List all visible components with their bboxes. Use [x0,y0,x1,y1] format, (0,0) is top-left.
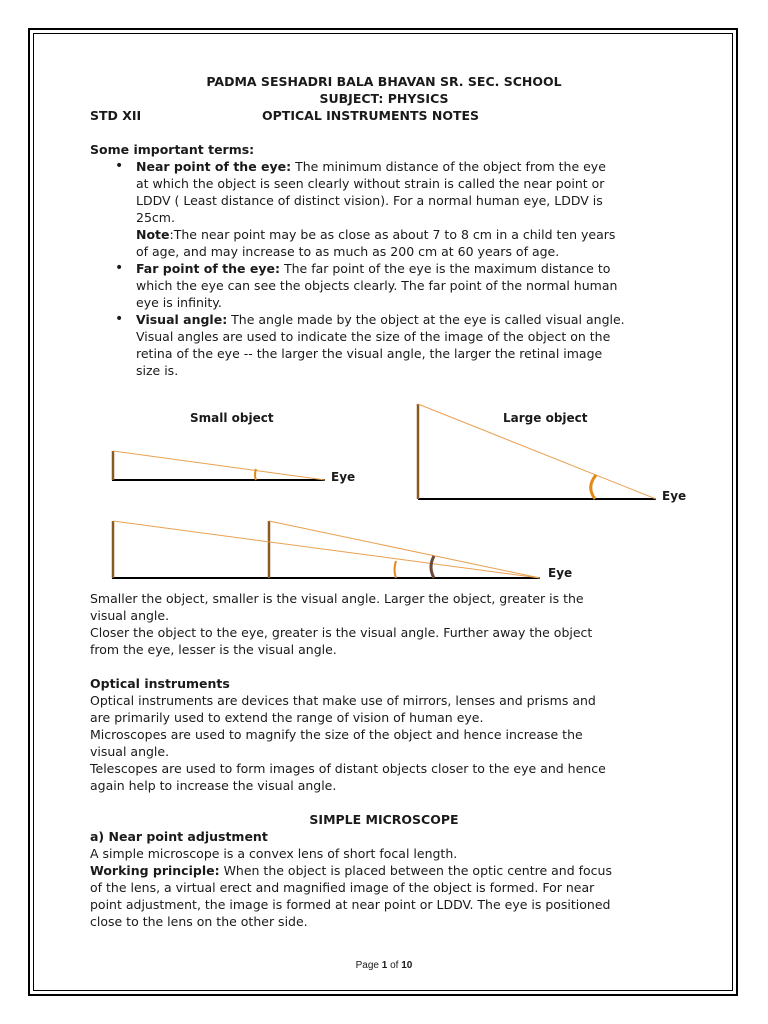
near-ray [269,521,540,578]
eye-label: Eye [331,470,356,484]
note-text: :The near point may be as close as about 7 to 8 cm in a child ten years [169,227,616,242]
far-point-text: The far point of the eye is the maximum distance to [280,261,611,276]
small-object-diagram [112,451,325,480]
intro-heading: Some important terms: [90,142,255,157]
working-principle-text: When the object is placed between the optic centre and focus [219,863,612,878]
large-angle-arc [591,475,596,499]
visual-angle-line-3: size is. [136,363,179,378]
school-name: PADMA SESHADRI BALA BHAVAN SR. SEC. SCHOOL [206,74,562,89]
far-angle-arc [395,561,397,578]
far-point-line-2: eye is infinity. [136,295,222,310]
working-principle-line-2: point adjustment, the image is formed at near point or LDDV. The eye is positioned [90,897,611,912]
near-angle-arc [431,556,434,578]
near-point-text: The minimum distance of the object from the eye [291,159,606,174]
working-principle-line-1: of the lens, a virtual erect and magnified image of the object is formed. For near [90,880,595,895]
eye-label: Eye [548,566,573,580]
near-point-adjustment-heading: a) Near point adjustment [90,829,268,844]
large-object-label: Large object [503,411,588,425]
far-point-term: Far point of the eye: [136,261,280,276]
bullet-dot: • [115,158,124,174]
eye-label: Eye [662,489,687,503]
near-point-line-2: LDDV ( Least distance of distinct vision). For a normal human eye, LDDV is [136,193,603,208]
optical-line-2: Microscopes are used to magnify the size of the object and hence increase the [90,727,583,742]
small-ray [113,451,325,480]
visual-angle-term: Visual angle: [136,312,228,327]
std-label: STD XII [90,108,142,123]
notes-title: OPTICAL INSTRUMENTS NOTES [262,108,480,123]
after-fig-line-1: visual angle. [90,608,170,623]
subject-line: SUBJECT: PHYSICS [319,91,449,106]
working-principle-line-3: close to the lens on the other side. [90,914,308,929]
near-point-line-1: at which the object is seen clearly without strain is called the near point or [136,176,605,191]
far-ray [113,521,540,578]
microscope-heading: SIMPLE MICROSCOPE [309,812,459,827]
working-principle-label: Working principle: [90,863,220,878]
near-point-term: Near point of the eye: [136,159,292,174]
note-label: Note [136,227,170,242]
footer-page-number: 1 [381,960,388,971]
note-line-1: of age, and may increase to as much as 200 cm at 60 years of age. [136,244,560,259]
after-fig-line-3: from the eye, lesser is the visual angle. [90,642,337,657]
distance-diagram [112,521,540,578]
optical-line-3: visual angle. [90,744,170,759]
optical-line-1: are primarily used to extend the range of vision of human eye. [90,710,484,725]
visual-angle-line-2: retina of the eye -- the larger the visual angle, the larger the retinal image [136,346,603,361]
bullet-dot: • [115,260,124,276]
optical-heading: Optical instruments [90,676,230,691]
after-fig-line-2: Closer the object to the eye, greater is the visual angle. Further away the object [90,625,593,640]
footer-prefix: Page [355,960,382,971]
visual-angle-text: The angle made by the object at the eye is called visual angle. [227,312,625,327]
far-point-line-1: which the eye can see the objects clearly. The far point of the normal human [136,278,618,293]
optical-line-0: Optical instruments are devices that make use of mirrors, lenses and prisms and [90,693,596,708]
page-footer [0,960,768,971]
bullet-dot: • [115,311,124,327]
optical-line-4: Telescopes are used to form images of distant objects closer to the eye and hence [90,761,606,776]
footer-of: of [387,960,402,971]
footer-total-pages: 10 [401,960,413,971]
optical-line-5: again help to increase the visual angle. [90,778,337,793]
after-fig-line-0: Smaller the object, smaller is the visual angle. Larger the object, greater is the [90,591,584,606]
microscope-line-1: A simple microscope is a convex lens of short focal length. [90,846,458,861]
working-principle-line-0 [90,862,612,879]
visual-angle-line-1: Visual angles are used to indicate the size of the image of the object on the [136,329,611,344]
small-object-label: Small object [190,411,274,425]
near-point-line-3: 25cm. [136,210,175,225]
small-angle-arc [255,469,256,480]
